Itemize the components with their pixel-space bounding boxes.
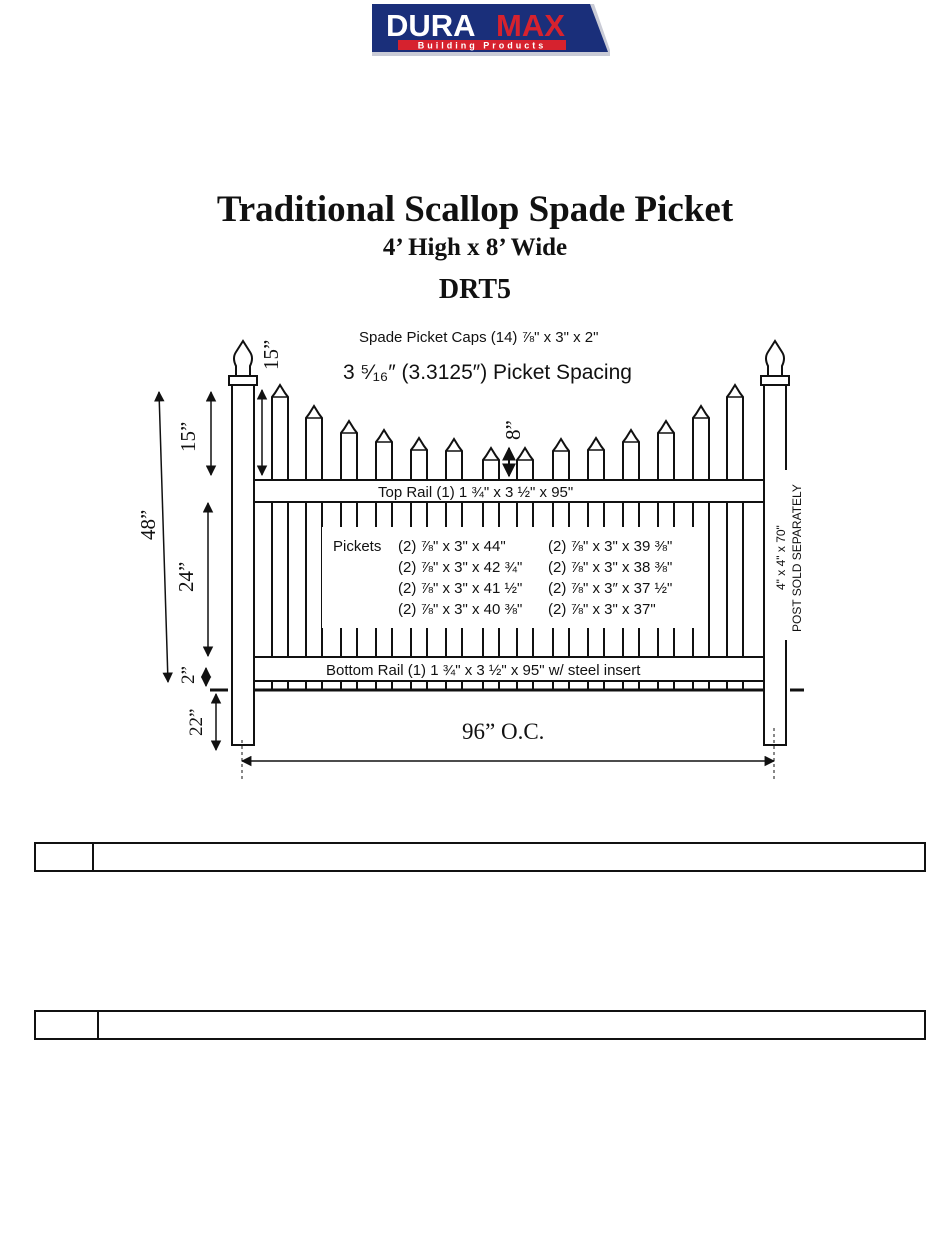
dimension-48-label: 48”	[136, 509, 160, 540]
row-1-first-cell	[36, 844, 94, 870]
dimension-96-label: 96” O.C.	[462, 719, 545, 744]
spacing-label: 3 ⁵⁄₁₆″ (3.3125″) Picket Spacing	[343, 361, 632, 384]
dimension-48	[159, 392, 168, 682]
dimension-24-label: 24”	[174, 561, 198, 592]
picket	[306, 406, 322, 690]
dimension-15-top-label: 15”	[259, 339, 283, 370]
dimension-8-label: 8”	[501, 420, 525, 440]
left-post	[229, 341, 257, 745]
picket-spec: (2) ⅞" x 3" x 42 ¾"	[398, 559, 523, 576]
picket-spec: (2) ⅞" x 3" x 44"	[398, 538, 506, 555]
dimension-2-label: 2”	[178, 666, 199, 684]
fence-diagram	[0, 320, 950, 790]
picket-spec: (2) ⅞" x 3" x 39 ⅜"	[548, 538, 673, 555]
fence-size: 4’ High x 8’ Wide	[382, 234, 568, 261]
pickets-heading: Pickets	[333, 538, 382, 555]
post-note-label: POST SOLD SEPARATELY	[790, 484, 804, 632]
caps-label: Spade Picket Caps (14) ⅞" x 3" x 2"	[359, 329, 599, 346]
picket-spec: (2) ⅞" x 3" x 38 ⅜"	[548, 559, 673, 576]
parts-row-1	[34, 842, 926, 872]
logo-brand-right: MAX	[496, 8, 565, 43]
picket	[727, 385, 743, 690]
row-2-first-cell	[36, 1012, 99, 1038]
dimension-15-left-label: 15”	[176, 421, 200, 452]
picket-spec: (2) ⅞" x 3" x 37"	[548, 601, 656, 618]
picket	[272, 385, 288, 690]
picket-spec: (2) ⅞" x 3″ x 37 ½"	[548, 580, 673, 597]
page-title: Traditional Scallop Spade Picket	[216, 189, 734, 230]
logo-tagline: Building Products	[417, 40, 547, 51]
duramax-logo	[372, 4, 610, 56]
top-rail-label: Top Rail (1) 1 ¾" x 3 ½" x 95"	[378, 484, 574, 501]
logo-brand-left: DURA	[386, 8, 476, 43]
dimension-22-label: 22”	[186, 708, 207, 736]
parts-row-2	[34, 1010, 926, 1040]
picket-spec: (2) ⅞" x 3" x 40 ⅜"	[398, 601, 523, 618]
post-size-label: 4" x 4" x 70"	[774, 525, 788, 590]
model-number: DRT5	[438, 274, 512, 305]
picket-spec: (2) ⅞" x 3" x 41 ½"	[398, 580, 523, 597]
bottom-rail-label: Bottom Rail (1) 1 ¾" x 3 ½" x 95" w/ steel insert	[326, 662, 641, 679]
